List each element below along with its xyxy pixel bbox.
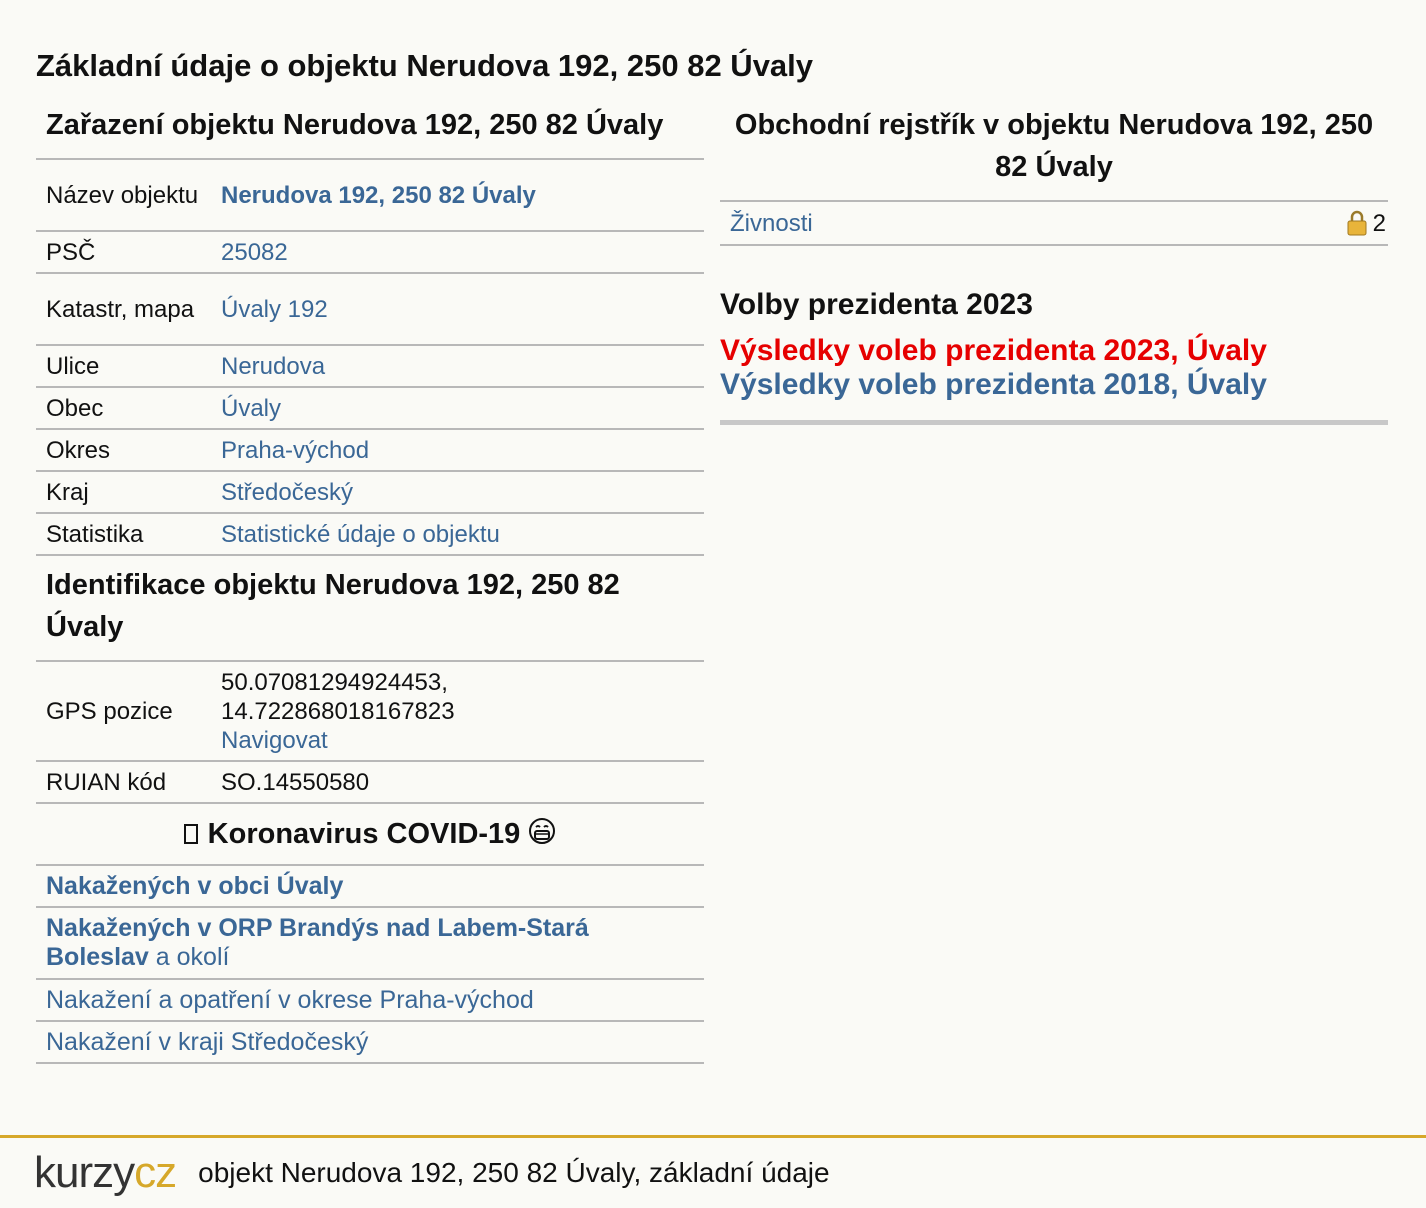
table-row <box>36 762 704 804</box>
covid-link-row <box>36 866 704 908</box>
volby-2018-link[interactable]: Výsledky voleb prezidenta 2018, Úvaly <box>720 368 1267 401</box>
statistika-link[interactable]: Statistické údaje o objektu <box>221 520 500 548</box>
table-row <box>36 514 704 556</box>
table-row <box>36 388 704 430</box>
row-label: RUIAN kód <box>46 768 167 796</box>
row-label: Ulice <box>46 352 100 380</box>
covid-link-row <box>36 908 704 980</box>
kurzy-logo[interactable] <box>34 1148 176 1198</box>
row-label: Okres <box>46 436 111 464</box>
covid-obec-link[interactable]: Nakažených v obci Úvaly <box>46 872 344 900</box>
table-row <box>36 472 704 514</box>
rejstrik-title: Obchodní rejstřík v objektu Nerudova 192, 250 82 Úvaly <box>734 109 1374 183</box>
covid-title-text: Koronavirus COVID-19 <box>207 817 521 850</box>
covid-link-row <box>36 1022 704 1064</box>
gps-longitude: 14.722868018167823 <box>221 697 455 725</box>
row-label: GPS pozice <box>46 697 173 725</box>
row-label: PSČ <box>46 238 96 266</box>
kraj-link[interactable]: Středočeský <box>221 478 354 506</box>
katastr-link[interactable]: Úvaly 192 <box>221 295 328 323</box>
covid-orp-link[interactable]: Nakažených v ORP Brandýs nad Labem-Stará Boleslav <box>46 914 589 971</box>
zivnosti-count-cell <box>1347 209 1388 238</box>
row-label: Obec <box>46 394 104 422</box>
covid-title <box>36 804 704 866</box>
row-label: Statistika <box>46 520 144 548</box>
volby-2023-link[interactable]: Výsledky voleb prezidenta 2023, Úvaly <box>720 334 1267 367</box>
mask-face-icon <box>528 817 556 852</box>
covid-orp-okoli-link[interactable]: a okolí <box>148 943 230 971</box>
ruian-value: SO.14550580 <box>221 768 370 796</box>
page-title: Základní údaje o objektu Nerudova 192, 250 82 Úvaly <box>36 48 814 83</box>
rejstrik-table <box>720 200 1388 246</box>
row-label: Katastr, mapa <box>46 295 195 323</box>
object-name-link[interactable]: Nerudova 192, 250 82 Úvaly <box>221 181 536 209</box>
table-row <box>36 160 704 232</box>
okres-link[interactable]: Praha-východ <box>221 436 370 464</box>
zarazeni-table <box>36 158 704 556</box>
table-row <box>36 274 704 346</box>
footer-text: objekt Nerudova 192, 250 82 Úvaly, základní údaje <box>198 1157 830 1188</box>
identifikace-table <box>36 660 704 804</box>
navigate-link[interactable]: Navigovat <box>221 726 328 754</box>
missing-glyph-icon <box>184 824 198 844</box>
table-row <box>720 202 1388 246</box>
table-row <box>36 232 704 274</box>
zarazeni-title: Zařazení objektu Nerudova 192, 250 82 Úvaly <box>46 109 664 141</box>
zivnosti-link[interactable]: Živnosti <box>730 209 813 237</box>
lock-icon <box>1347 210 1367 236</box>
obec-link[interactable]: Úvaly <box>221 394 282 422</box>
divider <box>720 420 1388 425</box>
footer <box>0 1135 1426 1208</box>
covid-kraj-link[interactable]: Nakažení v kraji Středočeský <box>46 1028 369 1056</box>
covid-okres-link[interactable]: Nakažení a opatření v okrese Praha-východ <box>46 986 534 1014</box>
row-label: Název objektu <box>46 181 199 209</box>
logo-dark-part: kurzy <box>34 1148 135 1197</box>
right-column <box>720 100 1388 425</box>
identifikace-title: Identifikace objektu Nerudova 192, 250 82 Úvaly <box>46 569 620 643</box>
zivnosti-count: 2 <box>1372 209 1386 237</box>
covid-link-row <box>36 980 704 1022</box>
psc-link[interactable]: 25082 <box>221 238 288 266</box>
logo-accent-part: cz <box>134 1148 177 1197</box>
volby-title: Volby prezidenta 2023 <box>720 288 1033 321</box>
gps-latitude: 50.07081294924453, <box>221 668 448 696</box>
table-row <box>36 430 704 472</box>
table-row <box>36 346 704 388</box>
table-row <box>36 662 704 762</box>
left-column <box>36 100 704 1064</box>
row-label: Kraj <box>46 478 89 506</box>
ulice-link[interactable]: Nerudova <box>221 352 326 380</box>
